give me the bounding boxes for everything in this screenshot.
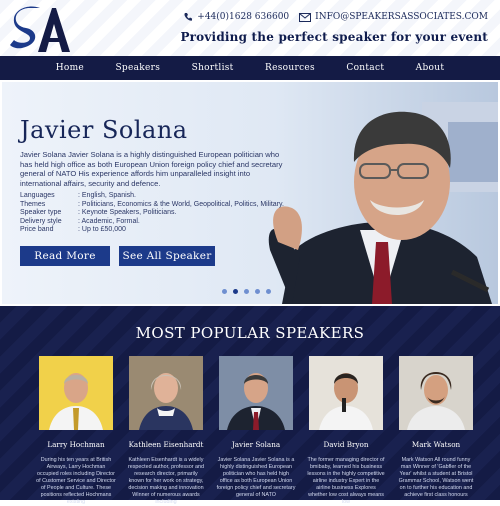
meta-key: Themes <box>20 200 46 208</box>
nav-contact[interactable]: Contact <box>346 63 385 73</box>
speaker-avatar[interactable] <box>309 356 383 430</box>
speaker-avatar[interactable] <box>399 356 473 430</box>
speaker-avatar[interactable] <box>129 356 203 430</box>
speaker-avatar[interactable] <box>39 356 113 430</box>
hero-slider <box>2 82 498 304</box>
meta-key: Price band <box>20 226 54 234</box>
speaker-meta <box>20 192 284 235</box>
meta-speaker-type <box>20 209 284 218</box>
speaker-bio: Mark Watson All round funny man Winner of 'Gabfler of the Year' whilst a student at Bristol Grammar School, Watson went on to further his education and achieve first class honours <box>398 457 474 498</box>
meta-languages <box>20 192 284 201</box>
email-address: INFO@SPEAKERSASSOCIATES.COM <box>315 12 488 22</box>
speaker-bio: During his ten years at British Airways, Larry Hochman occupied roles including Director of Customer Service and Director of People and Culture. These positions reflected Hochmans existing <box>36 457 116 505</box>
nav-speakers[interactable]: Speakers <box>115 63 161 73</box>
slider-dot[interactable] <box>255 289 260 294</box>
speaker-list <box>36 356 476 505</box>
tagline: Providing the perfect speaker for your event <box>180 30 488 44</box>
meta-key: Languages <box>20 192 55 199</box>
phone-icon <box>183 12 193 22</box>
slider-dot[interactable] <box>266 289 271 294</box>
featured-speaker-photo <box>252 82 498 304</box>
contact-info <box>183 12 488 22</box>
phone-number: +44(0)1628 636600 <box>197 12 290 22</box>
speaker-photo <box>129 356 203 430</box>
slider-dot-active[interactable] <box>233 289 238 294</box>
speaker-name[interactable]: Kathleen Eisenhardt <box>128 440 204 449</box>
meta-delivery-style <box>20 218 284 227</box>
popular-speakers-section <box>0 306 500 505</box>
speakers-associates-logo[interactable] <box>8 2 70 54</box>
email-contact[interactable] <box>299 12 488 22</box>
speaker-card[interactable] <box>396 356 476 498</box>
hero-description: Javier Solana Javier Solana is a highly distinguished European politician who has held high office as both European Union foreign policy chief and secretary general of NATO His experience affords him unparalleled insight into international affairs, security and defence. <box>20 150 283 188</box>
slider-dot[interactable] <box>222 289 227 294</box>
see-all-speaker-button[interactable]: See All Speaker <box>119 246 215 266</box>
meta-price-band <box>20 226 284 235</box>
speaker-avatar[interactable] <box>219 356 293 430</box>
speaker-photo <box>219 356 293 430</box>
slider-dots <box>222 289 271 294</box>
meta-value: : English, Spanish. <box>78 192 136 199</box>
phone-contact[interactable] <box>183 12 289 22</box>
meta-value: : Up to £50,000 <box>78 226 126 234</box>
mail-icon <box>299 13 311 22</box>
speaker-name[interactable]: Larry Hochman <box>47 440 105 449</box>
speaker-name[interactable]: Javier Solana <box>231 440 281 449</box>
nav-about[interactable]: About <box>415 63 445 73</box>
meta-value: : Academic, Formal. <box>78 217 140 225</box>
main-nav <box>0 56 500 80</box>
meta-value: : Keynote Speakers, Politicians. <box>78 209 177 217</box>
speaker-bio: The former managing director of bmibaby, learned his business lessons in the highly competitive airline industry Expert in the airline business Explores whether low cost always means low <box>307 457 385 505</box>
site-header <box>0 0 500 56</box>
speaker-photo <box>39 356 113 430</box>
speaker-name[interactable]: David Bryon <box>323 440 369 449</box>
slider-dot[interactable] <box>244 289 249 294</box>
section-title: MOST POPULAR SPEAKERS <box>135 324 365 342</box>
speaker-bio: Kathleen Eisenhardt is a widely respected author, professor and research director, primarily known for her work on strategy, decision making and innovation Winner of numerous awards including <box>127 457 205 505</box>
meta-key: Speaker type <box>20 209 62 217</box>
read-more-button[interactable]: Read More <box>20 246 110 266</box>
meta-value: : Politicians, Economics & the World, Geopolitical, Politics, Military. <box>78 200 284 208</box>
speaker-name[interactable]: Mark Watson <box>411 440 461 449</box>
meta-key: Delivery style <box>20 217 62 225</box>
speaker-card[interactable] <box>126 356 206 505</box>
nav-shortlist[interactable]: Shortlist <box>191 63 234 73</box>
speaker-photo <box>309 356 383 430</box>
speaker-photo <box>399 356 473 430</box>
speaker-bio: Javier Solana Javier Solana is a highly distinguished European politician who has held high office as both European Union foreign policy chief and secretary general of NATO <box>216 457 296 498</box>
speaker-card[interactable] <box>216 356 296 498</box>
nav-resources[interactable]: Resources <box>265 63 315 73</box>
meta-themes <box>20 201 284 210</box>
speaker-card[interactable] <box>36 356 116 505</box>
nav-home[interactable]: Home <box>55 63 85 73</box>
hero-title: Javier Solana <box>20 116 188 144</box>
speaker-card[interactable] <box>306 356 386 505</box>
